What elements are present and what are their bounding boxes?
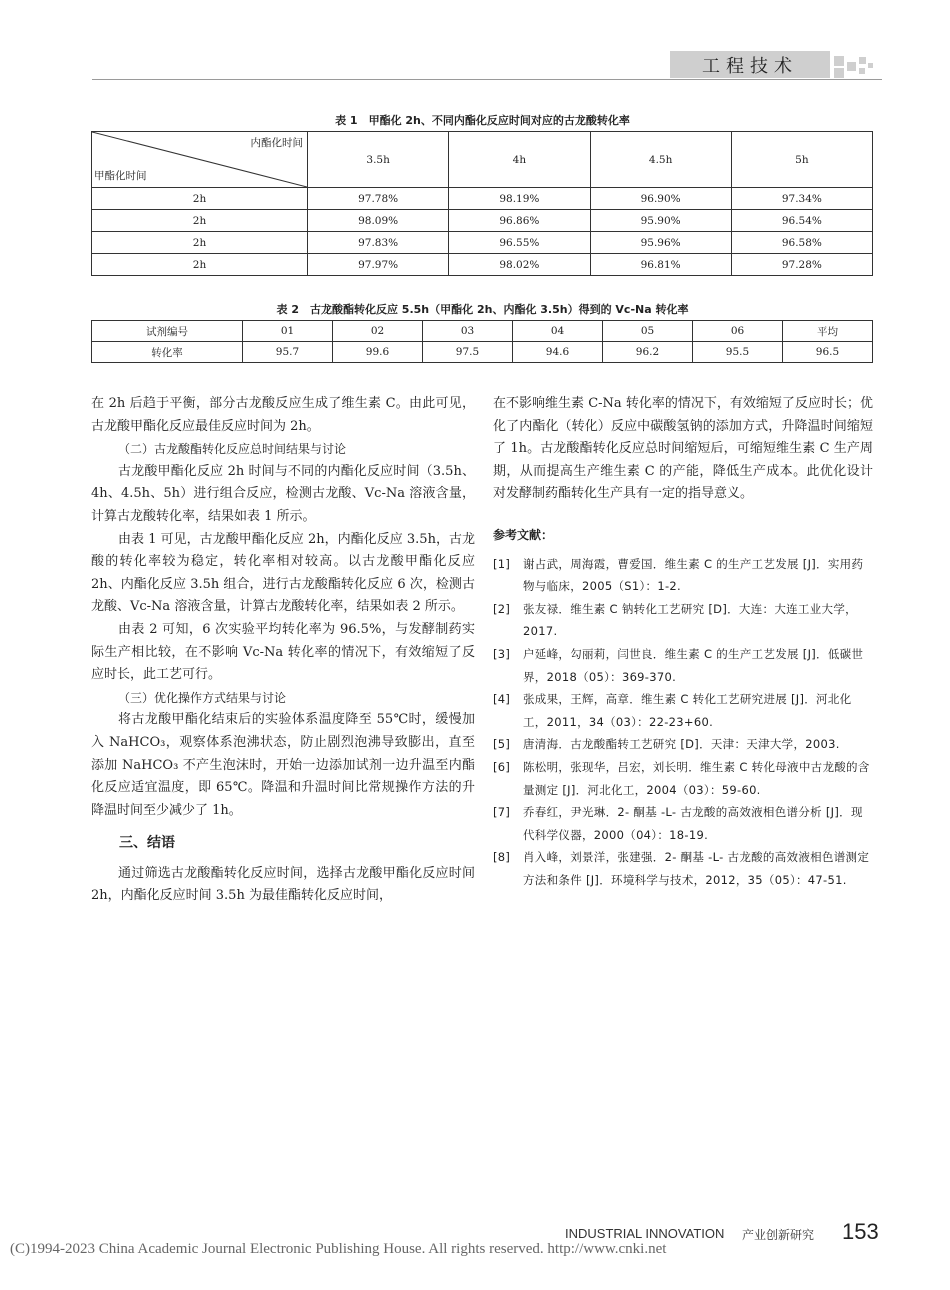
table-cell: 98.19%: [449, 188, 590, 210]
reference-item: [4] 张成果，王辉，高章．维生素 C 转化工艺研究进展 [J]．河北化工，2011，34（03）：22-23+60.: [493, 692, 852, 729]
table-col-header: 4h: [449, 132, 590, 188]
reference-item: [3] 户延峰，勾丽莉，闫世良．维生素 C 的生产工艺发展 [J]．低碳世界，2018（05）：369-370.: [493, 646, 864, 684]
section-heading: 三、结语: [119, 835, 175, 852]
reference-item: [7] 乔春红，尹光琳．2- 酮基 -L- 古龙酸的高效液相色谱分析 [J]．现代科学仪器，2000（04）：18-19.: [493, 805, 863, 842]
col-header-label: 内酯化时间: [250, 137, 303, 149]
table-cell: 98.02%: [449, 254, 590, 276]
table1: [91, 131, 873, 276]
paragraph: 通过筛选古龙酸酯转化反应时间，选择古龙酸甲酯化反应时间 2h，内酯化反应时间 3.5h 为最佳酯转化反应时间，: [91, 865, 475, 904]
table-row: [92, 232, 873, 254]
header-decoration: [834, 56, 844, 66]
left-column: [91, 393, 475, 908]
table-col-header: 04: [513, 321, 603, 342]
section-header: 工程技术: [670, 51, 830, 78]
table-header-row: [92, 321, 873, 342]
table-cell: 95.7: [243, 342, 333, 363]
table-col-header: 05: [603, 321, 693, 342]
reference-item: [5] 唐清海．古龙酸酯转工艺研究 [D]．天津：天津大学，2003.: [493, 737, 840, 752]
table-row: [92, 210, 873, 232]
references-title: 参考文献：: [493, 527, 554, 542]
table-cell: 96.2: [603, 342, 693, 363]
reference-item: [1] 谢占武，周海霞，曹爱国．维生素 C 的生产工艺发展 [J]．实用药物与临床，2005（S1）：1-2.: [493, 556, 864, 594]
journal-name-en: INDUSTRIAL INNOVATION: [565, 1226, 725, 1241]
page-number: 153: [842, 1219, 879, 1244]
table-cell: 96.55%: [449, 232, 590, 254]
table-row: [92, 254, 873, 276]
row-header-label: 甲酯化时间: [94, 170, 147, 182]
table-cell: 97.83%: [308, 232, 449, 254]
table-corner-cell: [92, 132, 308, 188]
table-col-header: 试剂编号: [92, 321, 243, 342]
table-cell: 96.81%: [590, 254, 731, 276]
table-cell: 94.6: [513, 342, 603, 363]
table-row: [92, 342, 873, 363]
table-header-row: [92, 132, 873, 188]
table2-caption: 表 2 古龙酸酯转化反应 5.5h（甲酯化 2h、内酯化 3.5h）得到的 Vc-Na 转化率: [276, 303, 689, 316]
table-row-label: 2h: [92, 188, 308, 210]
copyright-notice: (C)1994-2023 China Academic Journal Electronic Publishing House. All rights reserved. http://www.cnki.net: [10, 1241, 667, 1257]
table-cell: 98.09%: [308, 210, 449, 232]
header-decoration: [868, 63, 873, 68]
table-cell: 96.54%: [731, 210, 872, 232]
reference-item: [8] 肖入峰，刘景洋，张建强．2- 酮基 -L- 古龙酸的高效液相色谱测定方法和条件 [J]．环境科学与技术，2012，35（05）：47-51.: [493, 850, 870, 887]
paragraph: 古龙酸甲酯化反应 2h 时间与不同的内酯化反应时间（3.5h、4h、4.5h、5h）进行组合反应，检测古龙酸、Vc-Na 溶液含量，计算古龙酸转化率，结果如表 1 所示。: [91, 463, 475, 524]
table-col-header: 5h: [731, 132, 872, 188]
table-cell: 97.78%: [308, 188, 449, 210]
table-cell: 97.34%: [731, 188, 872, 210]
right-column: [493, 393, 873, 891]
table-col-header: 平均: [783, 321, 873, 342]
subsection-heading: （三）优化操作方式结果与讨论: [118, 690, 287, 705]
paragraph: 将古龙酸甲酯化结束后的实验体系温度降至 55℃时，缓慢加入 NaHCO₃，观察体系泡沸状态，防止剧烈泡沸导致膨出，直至添加 NaHCO₃ 不产生泡沫时，开始一边添加试剂一边升温至内酯化反应适宜温度，即 65℃。降温和升温时间比常规操作方法的升降温时间至少减少了 1h。: [91, 712, 475, 818]
table-col-header: 02: [333, 321, 423, 342]
header-decoration: [859, 57, 866, 64]
table-cell: 96.5: [783, 342, 873, 363]
table-col-header: 4.5h: [590, 132, 731, 188]
paragraph: 在不影响维生素 C-Na 转化率的情况下，有效缩短了反应时长；优化了内酯化（转化）反应中碳酸氢钠的添加方式，升降温时间缩短了 1h。古龙酸酯转化反应总时间缩短后，可缩短维生素 C 生产周期，从而提高生产维生素 C 的产能，降低生产成本。此优化设计对发酵制药酯转化生产具有一定的指导意义。: [493, 396, 873, 502]
table-cell: 97.5: [423, 342, 513, 363]
table-row-label: 2h: [92, 254, 308, 276]
table-cell: 97.28%: [731, 254, 872, 276]
paragraph: 由表 1 可见，古龙酸甲酯化反应 2h，内酯化反应 3.5h，古龙酸的转化率较为稳定，转化率相对较高。以古龙酸甲酯化反应 2h、内酯化反应 3.5h 组合，进行古龙酸酯转化反应 6 次，检测古龙酸、Vc-Na 溶液含量，计算古龙酸转化率，结果如表 2 所示。: [91, 531, 475, 615]
header-decoration: [847, 62, 856, 71]
reference-item: [6] 陈松明，张现华，吕宏，刘长明．维生素 C 转化母液中古龙酸的含量测定 [J]．河北化工，2004（03）：59-60.: [493, 759, 870, 797]
reference-item: [2] 张友禄．维生素 C 钠转化工艺研究 [D]．大连：大连工业大学，2017.: [493, 601, 857, 639]
table-col-header: 01: [243, 321, 333, 342]
table-cell: 97.97%: [308, 254, 449, 276]
table-row-label: 2h: [92, 210, 308, 232]
table-row-label: 2h: [92, 232, 308, 254]
header-decoration: [859, 68, 865, 74]
paragraph: 由表 2 可知，6 次实验平均转化率为 96.5%，与发酵制药实际生产相比较，在不影响 Vc-Na 转化率的情况下，有效缩短了反应时长，此工艺可行。: [91, 621, 475, 683]
table-cell: 99.6: [333, 342, 423, 363]
journal-name-cn: 产业创新研究: [742, 1228, 815, 1242]
subsection-heading: （二）古龙酸酯转化反应总时间结果与讨论: [118, 442, 347, 457]
paragraph: 在 2h 后趋于平衡，部分古龙酸反应生成了维生素 C。由此可见，古龙酸甲酯化反应最佳反应时间为 2h。: [91, 396, 475, 434]
table-row-label: 转化率: [92, 342, 243, 363]
table-cell: 95.5: [693, 342, 783, 363]
table-cell: 95.90%: [590, 210, 731, 232]
table-row: [92, 188, 873, 210]
header-rule: [92, 79, 882, 80]
table-cell: 96.90%: [590, 188, 731, 210]
table-col-header: 03: [423, 321, 513, 342]
table2: [91, 320, 873, 363]
table-cell: 95.96%: [590, 232, 731, 254]
header-decoration: [834, 68, 844, 78]
table-col-header: 06: [693, 321, 783, 342]
table-col-header: 3.5h: [308, 132, 449, 188]
table1-caption: 表 1 甲酯化 2h、不同内酯化反应时间对应的古龙酸转化率: [335, 114, 630, 127]
table-cell: 96.86%: [449, 210, 590, 232]
table-cell: 96.58%: [731, 232, 872, 254]
